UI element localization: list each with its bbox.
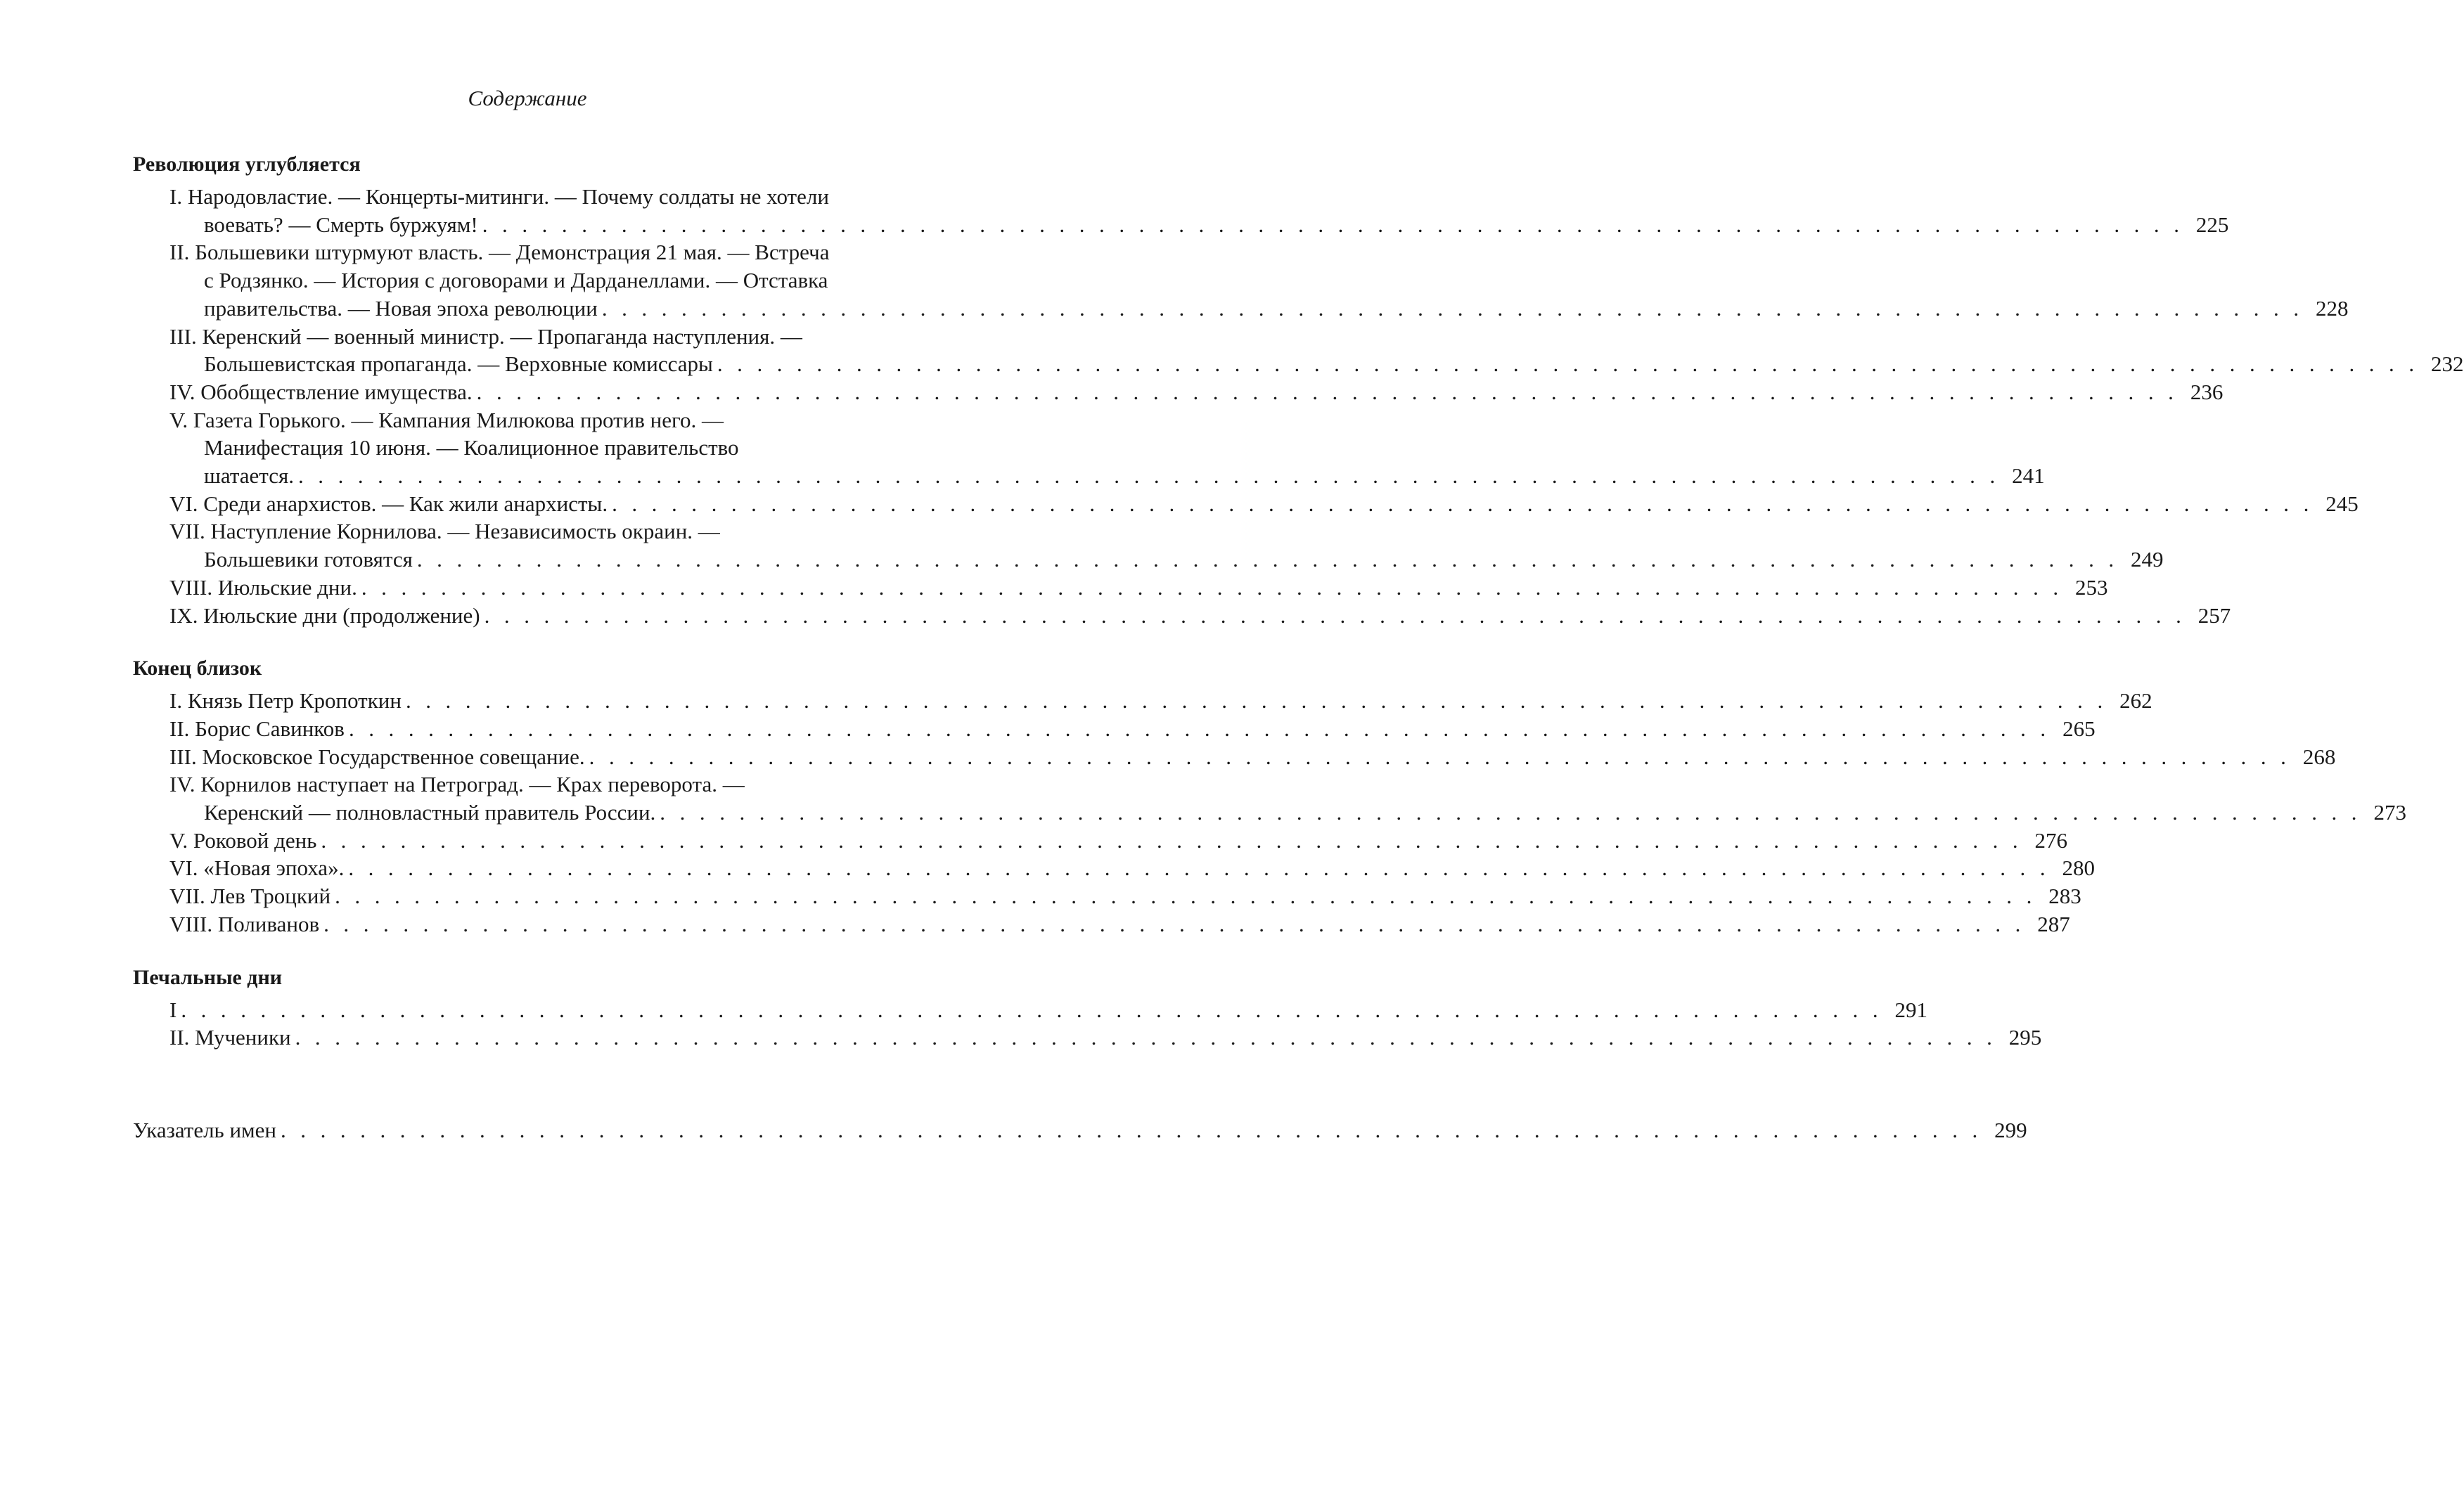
toc-entry-text: II. Борис Савинков xyxy=(169,716,345,741)
toc-entry[interactable] xyxy=(133,743,2336,771)
toc-entry[interactable] xyxy=(133,490,2359,518)
toc-entry-text: VI. Среди анархистов. — Как жили анархисты. xyxy=(169,491,608,516)
toc-entry-leader-line xyxy=(169,462,2045,490)
toc-entry-text: VIII. Июльские дни. xyxy=(169,574,357,600)
dot-leader: . . . . . . . . . . . . . . . . . . . . . . . . . . . . . . . . . . . . . . . . . . . . . . . . . . . . . . . . . . . . . . . . . . . . . . . . . . . . . . . . . . . . . . xyxy=(601,295,2304,321)
section-spacer xyxy=(133,938,956,964)
toc-entry-leader-line xyxy=(169,827,2068,855)
toc-entry-text: VIII. Поливанов xyxy=(169,911,320,936)
dot-leader: . . . . . . . . . . . . . . . . . . . . . . . . . . . . . . . . . . . . . . . . . . . . . . . . . . . . . . . . . . . . . . . . . . . . . . . . . . . . . . . . . . . . . . xyxy=(484,602,2186,628)
toc-entry-text: I xyxy=(169,997,177,1022)
toc-entry-page-number: 265 xyxy=(2062,716,2096,741)
toc-entry-line: V. Газета Горького. — Кампания Милюкова против него. — xyxy=(169,407,724,432)
toc-entry-leader-line xyxy=(169,602,2231,630)
toc-entry-leader-line xyxy=(169,687,2152,715)
toc-entry-page-number: 236 xyxy=(2190,379,2224,404)
toc-entry[interactable] xyxy=(133,323,2464,378)
toc-entry[interactable] xyxy=(133,406,2045,490)
toc-entry-leader-line xyxy=(169,295,2349,323)
toc-entry-leader-line xyxy=(169,715,2096,743)
toc-entry-page-number: 241 xyxy=(2012,463,2045,489)
toc-entry[interactable] xyxy=(133,378,2224,406)
dot-leader: . . . . . . . . . . . . . . . . . . . . . . . . . . . . . . . . . . . . . . . . . . . . . . . . . . . . . . . . . . . . . . . . . . . . . . . . . . . . . . . . . . . . . . xyxy=(323,911,2025,936)
toc-entry[interactable] xyxy=(133,687,2152,715)
toc-entry[interactable] xyxy=(133,770,2406,826)
toc-entry-page-number: 291 xyxy=(1894,997,1927,1022)
dot-leader: . . . . . . . . . . . . . . . . . . . . . . . . . . . . . . . . . . . . . . . . . . . . . . . . . . . . . . . . . . . . . . . . . . . . . . . . . . . . . . . . . . . . . . xyxy=(660,800,2361,825)
toc-entry-text: VII. Лев Троцкий xyxy=(169,884,331,909)
toc-entry-text: IX. Июльские дни (продолжение) xyxy=(169,602,480,628)
dot-leader: . . . . . . . . . . . . . . . . . . . . . . . . . . . . . . . . . . . . . . . . . . . . . . . . . . . . . . . . . . . . . . . . . . . . . . . . . . . . . . . . . . . . . . xyxy=(335,884,2036,909)
toc-entry-leader-line xyxy=(169,490,2359,518)
table-of-contents xyxy=(133,150,2464,1144)
toc-entry-leader-line xyxy=(169,350,2464,378)
toc-entry[interactable] xyxy=(133,996,1927,1024)
toc-entry-page-number: 273 xyxy=(2373,800,2406,825)
toc-entry-text: правительства. — Новая эпоха революции xyxy=(204,295,598,321)
toc-entry[interactable] xyxy=(133,517,2164,573)
toc-entry-text: IV. Обобществление имущества. xyxy=(169,379,473,404)
toc-entry-page-number: 225 xyxy=(2195,212,2229,237)
toc-entry-line: II. Большевики штурмуют власть. — Демонстрация 21 мая. — Встреча xyxy=(169,240,830,265)
toc-entry-page-number: 228 xyxy=(2315,295,2349,321)
dot-leader: . . . . . . . . . . . . . . . . . . . . . . . . . . . . . . . . . . . . . . . . . . . . . . . . . . . . . . . . . . . . . . . . . . . . . . . . . . . . . . . . . . . . . . xyxy=(476,379,2179,404)
toc-entry[interactable] xyxy=(133,238,2349,322)
toc-entry-leader-line xyxy=(169,546,2164,574)
toc-entry-text: шатается. xyxy=(204,463,294,489)
dot-leader: . . . . . . . . . . . . . . . . . . . . . . . . . . . . . . . . . . . . . . . . . . . . . . . . . . . . . . . . . . . . . . . . . . . . . . . . . . . . . . . . . . . . . . xyxy=(297,463,2000,489)
dot-leader: . . . . . . . . . . . . . . . . . . . . . . . . . . . . . . . . . . . . . . . . . . . . . . . . . . . . . . . . . . . . . . . . . . . . . . . . . . . . . . . . . . . . . . xyxy=(482,212,2184,237)
toc-entry-line: IV. Корнилов наступает на Петроград. — Крах переворота. — xyxy=(169,772,745,797)
section-title: Революция углубляется xyxy=(133,153,361,176)
toc-entry-line: III. Керенский — военный министр. — Пропаганда наступления. — xyxy=(169,323,802,349)
dot-leader: . . . . . . . . . . . . . . . . . . . . . . . . . . . . . . . . . . . . . . . . . . . . . . . . . . . . . . . . . . . . . . . . . . . . . . . . . . . . . . . . . . . . . . xyxy=(321,827,2023,853)
toc-entry-leader-line xyxy=(169,996,1927,1024)
toc-entry-page-number: 253 xyxy=(2075,574,2108,600)
toc-entry-text: I. Князь Петр Кропоткин xyxy=(169,688,402,714)
toc-entry-text: Большевики готовятся xyxy=(204,547,413,572)
index-spacer xyxy=(133,1052,956,1116)
toc-entry-text: Керенский — полновластный правитель России. xyxy=(204,800,656,825)
toc-entry-text: воевать? — Смерть буржуям! xyxy=(204,212,478,237)
toc-entry-page-number: 276 xyxy=(2034,827,2068,853)
toc-entry-leader-line xyxy=(169,1024,2042,1052)
toc-entry-line: с Родзянко. — История с договорами и Дарданеллами. — Отставка xyxy=(204,268,828,293)
dot-leader: . . . . . . . . . . . . . . . . . . . . . . . . . . . . . . . . . . . . . . . . . . . . . . . . . . . . . . . . . . . . . . . . . . . . . . . . . . . . . . . . . . . . . . xyxy=(717,351,2419,377)
toc-entry-leader-line xyxy=(169,378,2224,406)
toc-entry-text: Большевистская пропаганда. — Верховные комиссары xyxy=(204,351,713,377)
toc-entry-line: Манифестация 10 июня. — Коалиционное правительство xyxy=(204,435,739,460)
toc-entry-text: II. Мученики xyxy=(169,1025,291,1050)
toc-entry-page-number: 232 xyxy=(2431,351,2464,377)
dot-leader: . . . . . . . . . . . . . . . . . . . . . . . . . . . . . . . . . . . . . . . . . . . . . . . . . . . . . . . . . . . . . . . . . . . . . . . . . . . . . . . . . . . . . . xyxy=(361,574,2063,600)
toc-entry-text: III. Московское Государственное совещание. xyxy=(169,744,585,769)
dot-leader: . . . . . . . . . . . . . . . . . . . . . . . . . . . . . . . . . . . . . . . . . . . . . . . . . . . . . . . . . . . . . . . . . . . . . . . . . . . . . . . . . . . . . . xyxy=(589,744,2291,769)
toc-entry-leader-line xyxy=(169,574,2108,602)
toc-entry-page-number: 280 xyxy=(2062,856,2095,881)
name-index-text: Указатель имен xyxy=(133,1117,276,1142)
toc-entry[interactable] xyxy=(133,183,2229,238)
section-title: Печальные дни xyxy=(133,965,283,989)
dot-leader: . . . . . . . . . . . . . . . . . . . . . . . . . . . . . . . . . . . . . . . . . . . . . . . . . . . . . . . . . . . . . . . . . . . . . . . . . . . . . . . . . . . . . . xyxy=(348,716,2051,741)
toc-entry-page-number: 283 xyxy=(2048,884,2081,909)
toc-entry-leader-line xyxy=(169,211,2229,239)
toc-entry-page-number: 245 xyxy=(2325,491,2359,516)
toc-entry[interactable] xyxy=(133,1024,2042,1052)
toc-entry-leader-line xyxy=(169,854,2095,882)
toc-entry-line: I. Народовластие. — Концерты-митинги. — Почему солдаты не хотели xyxy=(169,184,829,209)
toc-entry-line: VII. Наступление Корнилова. — Независимость окраин. — xyxy=(169,519,720,544)
dot-leader: . . . . . . . . . . . . . . . . . . . . . . . . . . . . . . . . . . . . . . . . . . . . . . . . . . . . . . . . . . . . . . . . . . . . . . . . . . . . . . . . . . . . . . xyxy=(181,997,1882,1022)
toc-entry-leader-line xyxy=(169,882,2081,910)
toc-entry[interactable] xyxy=(133,715,2096,743)
toc-entry[interactable] xyxy=(133,882,2081,910)
dot-leader: . . . . . . . . . . . . . . . . . . . . . . . . . . . . . . . . . . . . . . . . . . . . . . . . . . . . . . . . . . . . . . . . . . . . . . . . . . . . . . . . . . . . . . xyxy=(612,491,2314,516)
toc-entry[interactable] xyxy=(133,574,2108,602)
toc-entry-text: V. Роковой день xyxy=(169,827,317,853)
page-heading: Содержание xyxy=(468,86,587,110)
dot-leader: . . . . . . . . . . . . . . . . . . . . . . . . . . . . . . . . . . . . . . . . . . . . . . . . . . . . . . . . . . . . . . . . . . . . . . . . . . . . . . . . . . . . . . xyxy=(416,547,2119,572)
name-index-entry[interactable] xyxy=(133,1116,2027,1144)
dot-leader: . . . . . . . . . . . . . . . . . . . . . . . . . . . . . . . . . . . . . . . . . . . . . . . . . . . . . . . . . . . . . . . . . . . . . . . . . . . . . . . . . . . . . . xyxy=(295,1025,1997,1050)
toc-entry-page-number: 257 xyxy=(2197,602,2231,628)
toc-entry-page-number: 249 xyxy=(2131,547,2164,572)
toc-entry-leader-line xyxy=(169,910,2070,938)
toc-entry-leader-line xyxy=(169,799,2406,827)
toc-entry-page-number: 287 xyxy=(2037,911,2070,936)
dot-leader: . . . . . . . . . . . . . . . . . . . . . . . . . . . . . . . . . . . . . . . . . . . . . . . . . . . . . . . . . . . . . . . . . . . . . . . . . . . . . . . . . . . . . . xyxy=(405,688,2107,714)
toc-entry-text: VI. «Новая эпоха». xyxy=(169,856,345,881)
dot-leader: . . . . . . . . . . . . . . . . . . . . . . . . . . . . . . . . . . . . . . . . . . . . . . . . . . . . . . . . . . . . . . . . . . . . . . . . . . . . . . . . . . . . . . xyxy=(348,856,2050,881)
dot-leader: . . . . . . . . . . . . . . . . . . . . . . . . . . . . . . . . . . . . . . . . . . . . . . . . . . . . . . . . . . . . . . . . . . . . . . . . . . . . . . . . . . . . . . xyxy=(281,1117,1982,1142)
name-index-leader-line xyxy=(133,1116,2027,1144)
toc-entry-page-number: 262 xyxy=(2119,688,2152,714)
toc-entry[interactable] xyxy=(133,827,2068,855)
name-index-page-number: 299 xyxy=(1994,1117,2027,1142)
toc-entry-page-number: 295 xyxy=(2008,1025,2042,1050)
toc-entry[interactable] xyxy=(133,910,2070,938)
section-title: Конец близок xyxy=(133,657,262,680)
toc-entry[interactable] xyxy=(133,854,2095,882)
toc-entry-leader-line xyxy=(169,743,2336,771)
section-spacer xyxy=(133,629,956,654)
toc-entry[interactable] xyxy=(133,602,2231,630)
toc-entry-page-number: 268 xyxy=(2302,744,2336,769)
